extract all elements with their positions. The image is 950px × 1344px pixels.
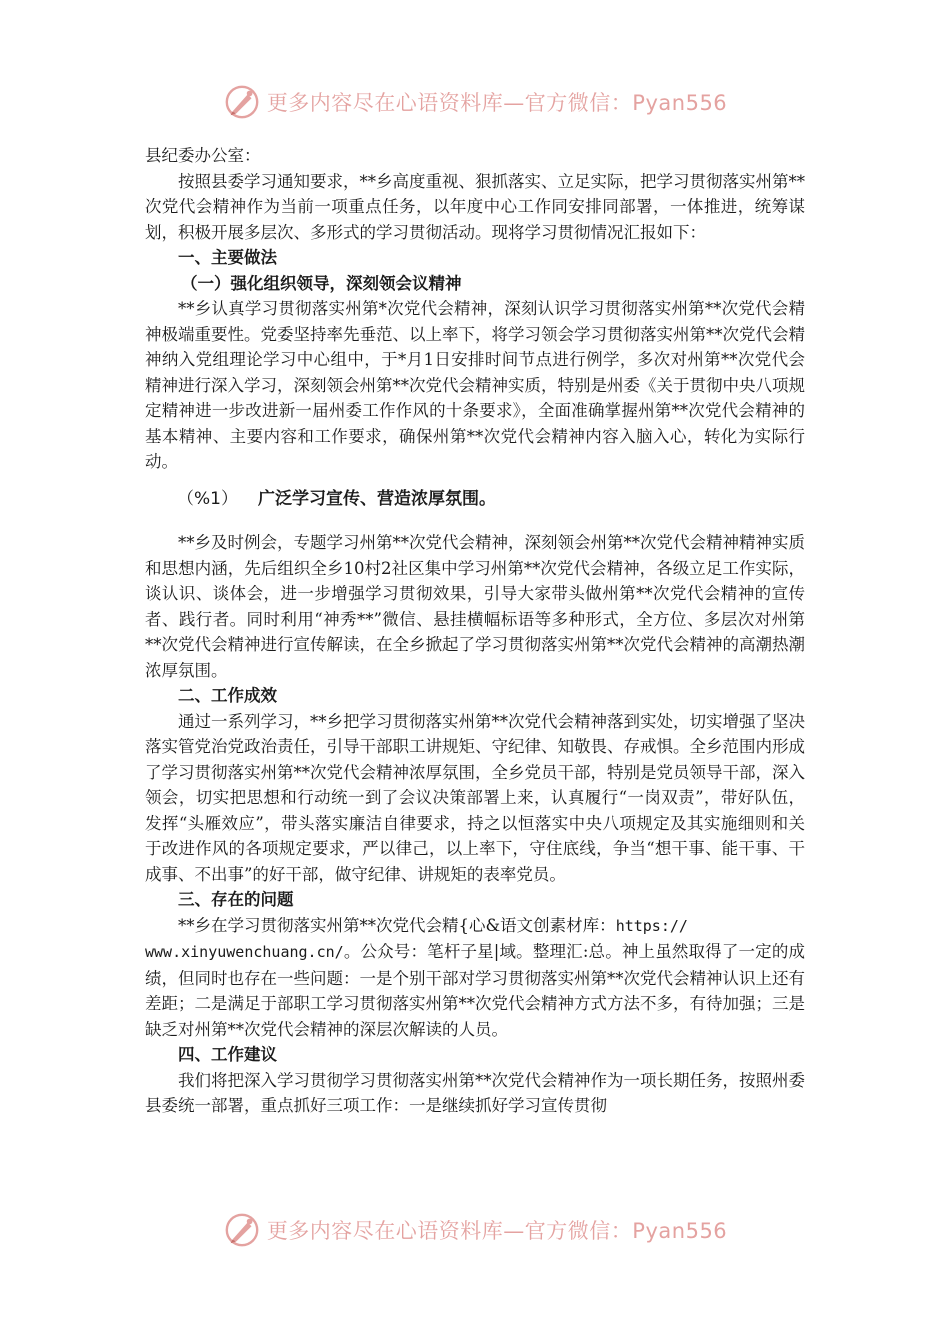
- document-body: [145, 143, 805, 1119]
- url-part-2: www.xinyuwenchuang.cn/: [145, 943, 344, 961]
- pen-nib-logo-icon: [223, 1211, 261, 1249]
- banner-text: 更多内容尽在心语资料库—官方微信：Pyan556: [266, 91, 728, 115]
- footer-banner: [0, 1208, 950, 1252]
- subsection-title: 广泛学习宣传、营造浓厚氛围。: [257, 488, 496, 509]
- paragraph-2: **乡及时例会，专题学习州第**次党代会精神，深刻领会州第**次党代会精神精神实质和思想内涵，先后组织全乡10村2社区集中学习州第**次党代会精神，各级立足工作实际，谈认识、谈体会，进一步增强学习贯彻效果，引导大家带头做州第**次党代会精神的宣传者、践行者。同时利用“神秀**”微信、悬挂横幅标语等多种形式，全方位、多层次对州第**次党代会精神进行宣传解读，在全乡掀起了学习贯彻落实州第**次党代会精神的高潮热潮浓厚氛围。: [145, 533, 805, 680]
- subsection-heading-2: [145, 487, 805, 513]
- paragraph-3: 通过一系列学习，**乡把学习贯彻落实州第**次党代会精神落到实处，切实增强了坚决落实管党治党政治责任，引导干部职工讲规矩、守纪律、知敬畏、存戒惧。全乡范围内形成了学习贯彻落实州第**次党代会精神浓厚氛围，全乡党员干部，特别是党员领导干部，深入领会，切实把思想和行动统一到了会议决策部署上来，认真履行“一岗双责”，带好队伍，发挥“头雁效应”，带头落实廉洁自律要求，持之以恒落实中央八项规定及其实施细则和关于改进作风的各项规定要求，严以律己，以上率下，守住底线，争当“想干事、能干事、干成事、不出事”的好干部，做守纪律、讲规矩的表率党员。: [145, 711, 805, 884]
- subsection-number: （%1）: [177, 488, 238, 509]
- paragraph-5: 我们将把深入学习贯彻学习贯彻落实州第**次党代会精神作为一项长期任务，按照州委县委统一部署，重点抓好三项工作：一是继续抓好学习宣传贯彻: [145, 1070, 805, 1115]
- section-heading-2: 二、工作成效: [178, 686, 277, 705]
- url-part-1: https://: [615, 916, 688, 935]
- section-heading-1: 一、主要做法: [178, 248, 277, 267]
- paragraph-4-end: 。公众号：笔杆子星|域。整理汇:总。神上虽然取得了一定的成绩，但同时也存在一些问题：一是个别干部对学习贯彻落实州第**次党代会精神认识上还有差距；二是满足于部职工学习贯彻落实州第**次党代会精神方式方法不多，有待加强；三是缺乏对州第**次党代会精神的深层次解读的人员。: [145, 942, 805, 1039]
- salutation: 县纪委办公室：: [145, 146, 261, 165]
- header-banner: [0, 80, 950, 124]
- section-heading-4: 四、工作建议: [178, 1045, 277, 1064]
- banner-text: 更多内容尽在心语资料库—官方微信：Pyan556: [266, 1219, 728, 1243]
- paragraph-1: **乡认真学习贯彻落实州第*次党代会精神，深刻认识学习贯彻落实州第**次党代会精神极端重要性。党委坚持率先垂范、以上率下，将学习领会学习贯彻落实州第**次党代会精神纳入党组理论学习中心组中，于*月1日安排时间节点进行例学，多次对州第**次党代会精神进行深入学习，深刻领会州第**次党代会精神实质，特别是州委《关于贯彻中央八项规定精神进一步改进新一届州委工作作风的十条要求》，全面准确掌握州第**次党代会精神的基本精神、主要内容和工作要求，确保州第**次党代会精神内容入脑入心，转化为实际行动。: [145, 299, 805, 471]
- intro-paragraph: 按照县委学习通知要求，**乡高度重视、狠抓落实、立足实际，把学习贯彻落实州第**次党代会精神作为当前一项重点任务，以年度中心工作同安排同部署，一体推进，统筹谋划，积极开展多层次、多形式的学习贯彻活动。现将学习贯彻情况汇报如下：: [145, 171, 805, 242]
- subsection-heading-1: （一）强化组织领导，深刻领会议精神: [181, 273, 462, 293]
- paragraph-4-start: **乡在学习贯彻落实州第**次党代会精{心&语文创素材库：: [178, 915, 616, 935]
- section-heading-3: 三、存在的问题: [178, 890, 294, 909]
- paragraph-4: [145, 913, 805, 1043]
- pen-nib-logo-icon: [223, 83, 261, 121]
